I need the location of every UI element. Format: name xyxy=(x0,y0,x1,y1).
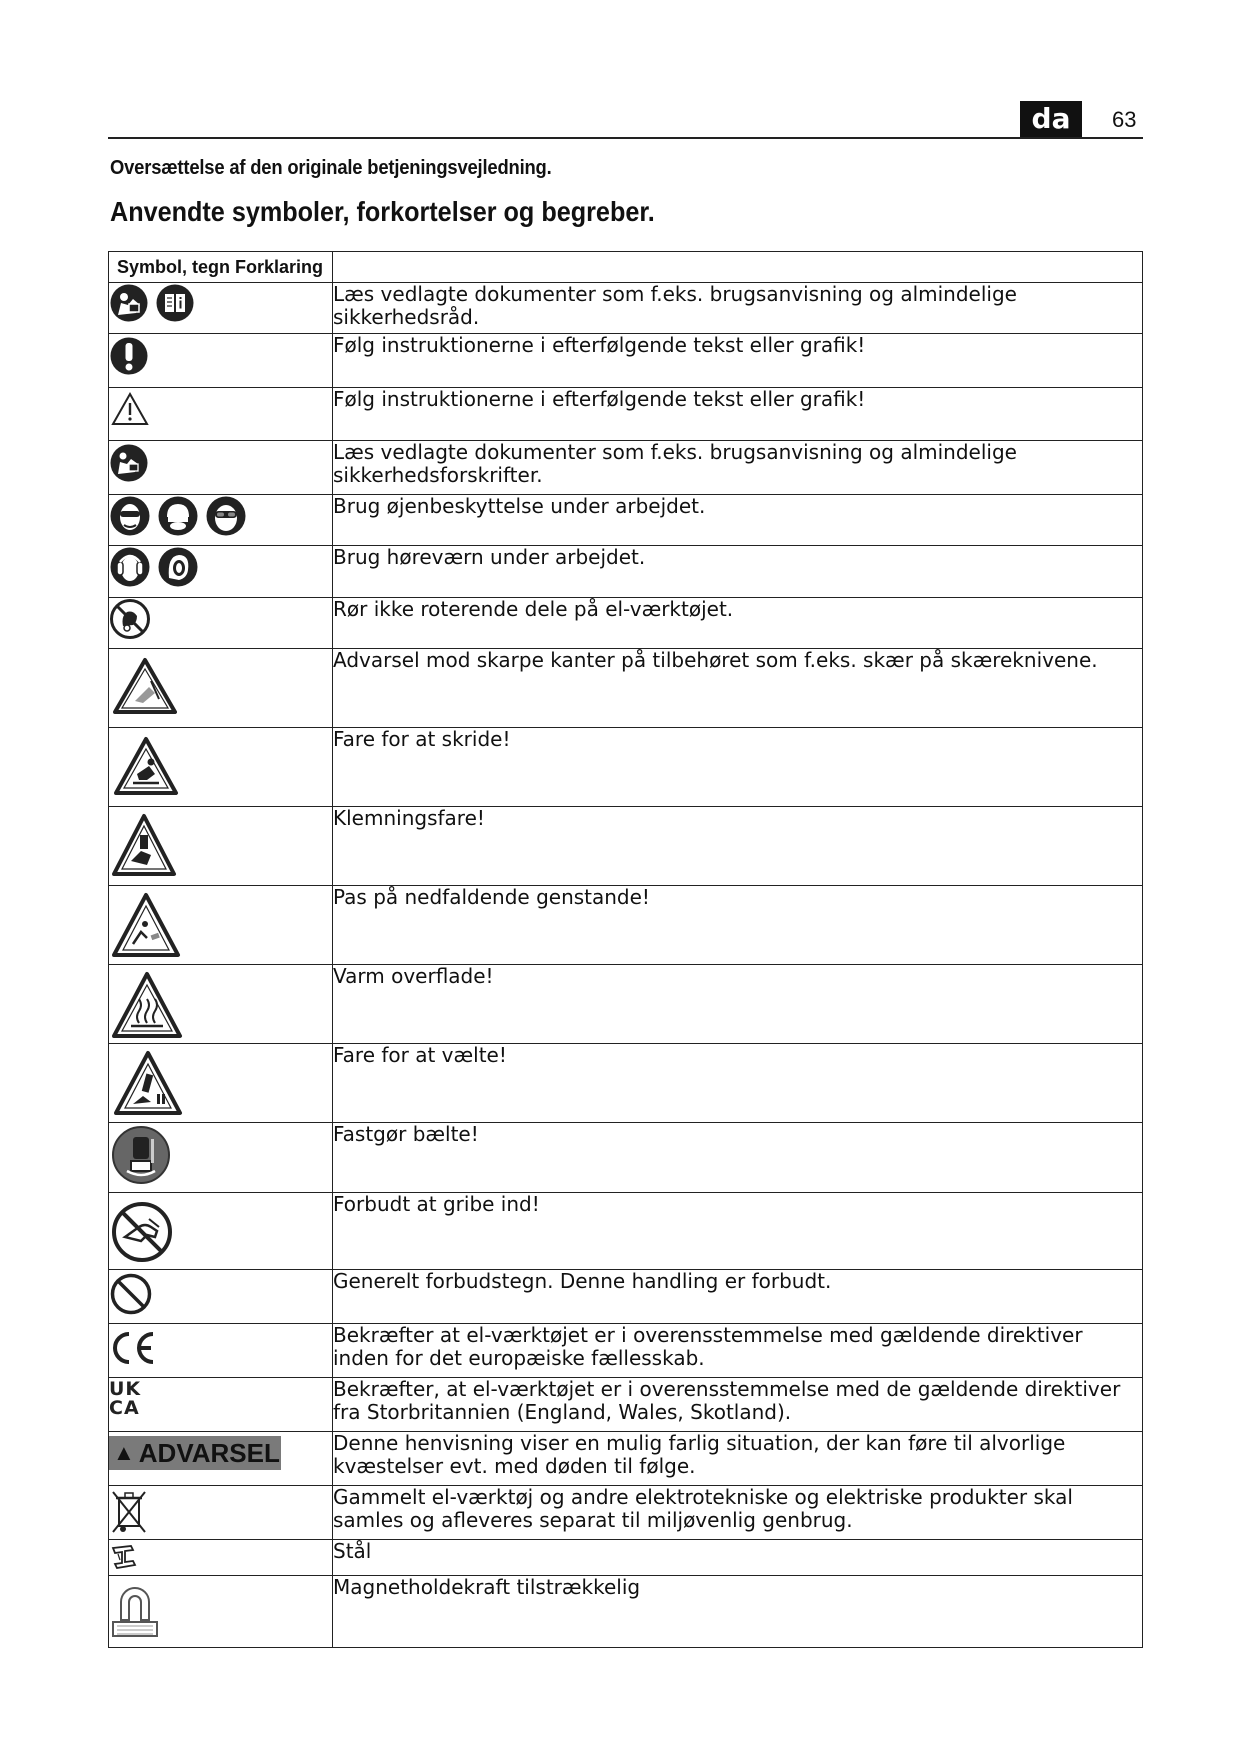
slip-hazard-icon xyxy=(113,736,179,796)
advarsel-label xyxy=(109,1436,281,1470)
safety-glasses-icon xyxy=(205,495,247,537)
row-text: Denne henvisning viser en mulig farlig situation, der kan føre til alvorlige kvæstelser evt. med døden til følge. xyxy=(333,1432,1143,1486)
row-text: Advarsel mod skarpe kanter på tilbehøret som f.eks. skær på skæreknivene. xyxy=(333,649,1143,728)
page-number: 63 xyxy=(1112,107,1137,132)
ukca-bottom-text: CA xyxy=(109,1397,140,1419)
falling-objects-icon xyxy=(111,892,181,958)
row-text: Fare for at skride! xyxy=(333,728,1143,807)
table-row xyxy=(109,388,1143,441)
table-row xyxy=(109,283,1143,334)
read-manual-icon xyxy=(109,283,149,323)
row-text: Brug øjenbeskyttelse under arbejdet. xyxy=(333,495,1143,546)
ear-protection-icon xyxy=(109,546,151,588)
fasten-belt-icon xyxy=(111,1125,171,1185)
crush-hazard-icon xyxy=(111,813,177,877)
read-instructions-icon xyxy=(109,441,149,483)
row-text: Stål xyxy=(333,1540,1143,1576)
section-title: Anvendte symboler, forkortelser og begreber. xyxy=(110,196,655,227)
document-subtitle: Oversættelse af den originale betjeningsvejledning. xyxy=(110,157,552,179)
advarsel-text: ADVARSEL xyxy=(138,1437,280,1468)
exclamation-circle-icon xyxy=(109,334,149,376)
table-header-blank xyxy=(333,252,1143,283)
table-row xyxy=(109,728,1143,807)
ukca-top-text: UK xyxy=(109,1378,142,1400)
tip-over-icon xyxy=(113,1050,183,1116)
table-row xyxy=(109,441,1143,495)
no-touch-rotating-icon xyxy=(109,598,151,640)
prohibition-icon xyxy=(109,1272,153,1316)
table-row xyxy=(109,334,1143,388)
table-row xyxy=(109,1044,1143,1123)
weee-bin-icon xyxy=(109,1488,149,1534)
hot-surface-icon xyxy=(111,971,183,1039)
row-text: Pas på nedfaldende genstande! xyxy=(333,886,1143,965)
table-row xyxy=(109,1270,1143,1324)
ce-mark-icon xyxy=(109,1328,157,1368)
table-row xyxy=(109,1193,1143,1270)
table-row xyxy=(109,1486,1143,1540)
header-rule xyxy=(108,137,1143,139)
helmet-visor-icon xyxy=(157,495,199,537)
symbols-table xyxy=(108,251,1143,1648)
warning-triangle-icon xyxy=(109,388,151,430)
table-row xyxy=(109,886,1143,965)
warning-triangle-icon: ▲ xyxy=(113,1440,135,1465)
row-text: Læs vedlagte dokumenter som f.eks. brugsanvisning og almindelige sikkerhedsråd. xyxy=(333,283,1143,334)
row-text: Læs vedlagte dokumenter som f.eks. brugsanvisning og almindelige sikkerhedsforskrifter. xyxy=(333,441,1143,495)
table-row xyxy=(109,1576,1143,1648)
language-tab: da xyxy=(1020,101,1082,137)
row-text: Varm overflade! xyxy=(333,965,1143,1044)
table-row xyxy=(109,807,1143,886)
table-header-row xyxy=(109,252,1143,283)
table-row xyxy=(109,598,1143,649)
row-text: Følg instruktionerne i efterfølgende tekst eller grafik! xyxy=(333,388,1143,441)
table-row xyxy=(109,495,1143,546)
face-shield-icon xyxy=(109,495,151,537)
row-text: Fare for at vælte! xyxy=(333,1044,1143,1123)
row-text: Magnetholdekraft tilstrækkelig xyxy=(333,1576,1143,1648)
no-reaching-in-icon xyxy=(111,1201,173,1263)
table-row xyxy=(109,1378,1143,1432)
row-text: Rør ikke roterende dele på el-værktøjet. xyxy=(333,598,1143,649)
table-row xyxy=(109,1324,1143,1378)
table-row xyxy=(109,965,1143,1044)
row-text: Følg instruktionerne i efterfølgende tekst eller grafik! xyxy=(333,334,1143,388)
sharp-edges-warning-icon xyxy=(113,657,177,715)
table-row xyxy=(109,649,1143,728)
table-header-symbol: Symbol, tegn Forklaring xyxy=(109,252,333,283)
table-row xyxy=(109,1432,1143,1486)
table-row xyxy=(109,1540,1143,1576)
row-text: Brug høreværn under arbejdet. xyxy=(333,546,1143,598)
row-text: Bekræfter, at el-værktøjet er i overensstemmelse med de gældende direktiver fra Storbritannien (England, Wales, Skotland). xyxy=(333,1378,1143,1432)
row-text: Forbudt at gribe ind! xyxy=(333,1193,1143,1270)
magnet-holding-icon xyxy=(109,1580,161,1642)
info-book-icon xyxy=(155,283,195,323)
row-text: Bekræfter at el-værktøjet er i overensstemmelse med gældende direktiver inden for det europæiske fællesskab. xyxy=(333,1324,1143,1378)
table-row xyxy=(109,546,1143,598)
table-row xyxy=(109,1123,1143,1193)
row-text: Gammelt el-værktøj og andre elektrotekniske og elektriske produkter skal samles og afleveres separat til miljøvenlig genbrug. xyxy=(333,1486,1143,1540)
row-text: Fastgør bælte! xyxy=(333,1123,1143,1193)
ear-protection-side-icon xyxy=(157,546,199,588)
ukca-mark-icon xyxy=(109,1380,141,1418)
row-text: Klemningsfare! xyxy=(333,807,1143,886)
steel-beam-icon xyxy=(109,1542,139,1572)
row-text: Generelt forbudstegn. Denne handling er forbudt. xyxy=(333,1270,1143,1324)
